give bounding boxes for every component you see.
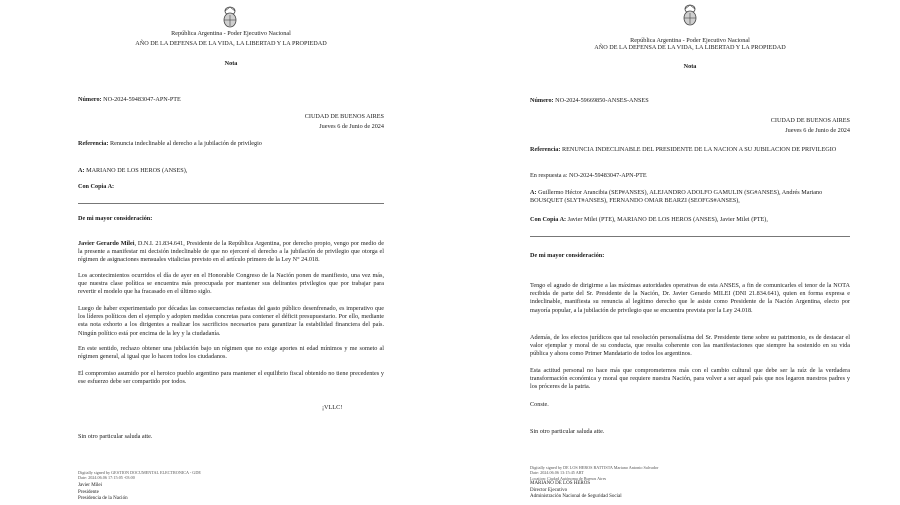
digital-sig-line-1: Digitally signed by DE LOS HEROS BATTISTA Mariano Antonio Salvador [530,465,659,470]
cc-label: Con Copia A: [78,183,115,190]
header-line-2: AÑO DE LA DEFENSA DE LA VIDA, LA LIBERTAD Y LA PROPIEDAD [594,44,786,51]
referencia-value: RENUNCIA INDECLINABLE DEL PRESIDENTE DE LA NACION A SU JUBILACION DE PRIVILEGIO [562,146,837,153]
signer-block [78,483,128,503]
referencia-value: Renuncia indeclinable al derecho a la jubilación de privilegio [110,140,262,147]
signer-title: Director Ejecutivo [530,487,568,493]
referencia [530,146,850,154]
digital-sig-line-2: Date: 2024.06.06 13:15:45 ART [530,470,584,476]
coat-of-arms-icon [680,4,700,26]
city: CIUDAD DE BUENOS AIRES [770,117,850,124]
closing: Sin otro particular saluda atte. [530,428,605,435]
digital-signature [530,465,658,481]
signer-block [530,481,622,501]
signer-name: MARIANO DE LOS HEROS [530,481,591,486]
digital-signature [78,470,201,481]
paragraph-2: Los acontecimientos ocurridos el día de ayer en el Honorable Congreso de la Nación ponen de manifiesto, una vez más, que nuestra clase política se encuentra más preocupada por mantener sus delirantes privilegios que por trabajar para revertir el modelo que ha fracasado en el último siglo. [78,272,384,296]
numero-label: Número: [530,97,554,104]
divider [78,203,384,204]
digital-sig-line-3: Location: Ciudad Autónoma de Buenos Aires [530,475,607,481]
paragraph-3: Esta actitud personal no hace más que comprometernos más con el cambio cultural que debe ser la raíz de la verdadera transformación económica y moral que requiere nuestra Nación, para volver a ser aquel país que nos legaron nuestros padres y los próceres de la patria. [530,367,850,391]
paragraph-1 [78,240,384,265]
response-label: En respuesta a: [530,172,568,179]
paragraph-3: Luego de haber experimentado por décadas las consecuencias nefastas del gasto público desenfrenado, es imperativo que los líderes políticos den el ejemplo y adopten medidas concretas para contener el déficit presupuestario. Por ello, mediante esta nota exhorto a los dirigentes a realizar los sacrificios necesarios para garantizar la estabilidad financiera del país. Ningún político está por encima de la ley y la ciudadanía. [78,305,384,337]
recipient [78,167,187,175]
to-label: A: [530,189,537,196]
divider [530,236,850,237]
digital-sig-line-1: Digitally signed by GESTION DOCUMENTAL ELECTRONICA - GDE [78,470,201,475]
signer-office: Administración Nacional de Seguridad Social [530,494,622,499]
p1-rest: , D.N.I. 21.834.641, Presidente de la República Argentina, por derecho propio, vengo por medio de la presente a manifestar mi decisión indeclinable de que no ejerceré el derecho a la jubilación de privilegio que otorga el régimen de asignaciones mensuales vitalicias previsto en el artículo primero de la Ley N° 24.018. [78,240,384,264]
numero-value: NO-2024-59483047-APN-PTE [103,96,181,103]
p1-name: Javier Gerardo Milei [78,240,135,247]
signer-office: Presidencia de la Nación [78,496,128,501]
doc-type: Nota [224,60,238,67]
header-line-1: República Argentina - Poder Ejecutivo Nacional [630,37,750,44]
signer-name: Javier Milei [78,483,103,488]
city: CIUDAD DE BUENOS AIRES [304,113,384,120]
cc-label: Con Copia A: [530,216,567,223]
to-value: Guillermo Héctor Arancibia (SEP#ANSES), ALEJANDRO ADOLFO GAMULIN (SG#ANSES), Andrés Mariano BOUSQUET (SLYT#ANSES), FERNANDO OMAR BEARZI (SEOFGS#ANSES), [530,189,823,205]
coat-of-arms-icon [220,6,240,28]
paragraph-1: Tengo el agrado de dirigirme a las máximas autoridades operativas de esta ANSES, a fin de comunicarles el tenor de la NOTA recibida de parte del Sr. Presidente de la Nación, Dr. Javier Gerardo MILEI (DNI 21.834.641), quien en forma expresa e indeclinable, manifiesta su renuncia al legítimo derecho que le asiste como Presidente de la Nación Argentina, electo por mayoría popular, a la jubilación de privilegio que se encuentra prevista por la Ley 24.018. [530,282,850,314]
paragraph-2: Además, de los efectos jurídicos que tal resolución personalísima del Sr. Presidente tiene sobre su patrimonio, es de destacar el valor ejemplar y moral de su conducta, que resulta coherente con las manifestaciones que siempre ha sostenido en su vida pública y ahora como Primer Mandatario de todos los argentinos. [530,334,850,358]
conste: Conste. [530,401,549,408]
header-line-2: AÑO DE LA DEFENSA DE LA VIDA, LA LIBERTAD Y LA PROPIEDAD [135,40,327,47]
response-value: NO-2024-59483047-APN-PTE [569,172,647,179]
to-value: MARIANO DE LOS HEROS (ANSES), [86,167,188,174]
paragraph-4: En este sentido, rechazo obtener una jubilación bajo un régimen que no exige aportes ni edad mínimos y me someto al régimen general, al igual que lo hacen todos los ciudadanos. [78,345,384,361]
numero [78,96,181,104]
numero-value: NO-2024-59669850-ANSES-ANSES [555,97,649,104]
doc-type: Nota [683,63,697,70]
referencia-label: Referencia: [530,146,561,153]
recipients [530,189,850,205]
date: Jueves 6 de Junio de 2024 [319,123,384,130]
header-line-1: República Argentina - Poder Ejecutivo Nacional [171,30,291,37]
to-label: A: [78,167,85,174]
digital-sig-line-2: Date: 2024.06.06 17:15:05 -03:00 [78,475,135,481]
motto: ¡VLLC! [322,404,343,411]
paragraph-5: El compromiso asumido por el heroico pueblo argentino para mantener el equilibrio fiscal obtenido no tiene precedentes y ese esfuerzo debe ser compartido por todos. [78,370,384,386]
greeting: De mi mayor consideración: [78,215,153,222]
cc [530,216,850,224]
in-response-to [530,172,647,180]
document-right [450,0,900,505]
referencia [78,140,262,148]
numero [530,97,649,105]
greeting: De mi mayor consideración: [530,252,605,259]
cc-value: Javier Milei (PTE), MARIANO DE LOS HEROS (ANSES), Javier Milei (PTE), [567,216,768,223]
referencia-label: Referencia: [78,140,109,147]
closing: Sin otro particular saluda atte. [78,433,153,440]
date: Jueves 6 de Junio de 2024 [785,127,850,134]
signer-title: Presidente [78,489,99,495]
numero-label: Número: [78,96,102,103]
